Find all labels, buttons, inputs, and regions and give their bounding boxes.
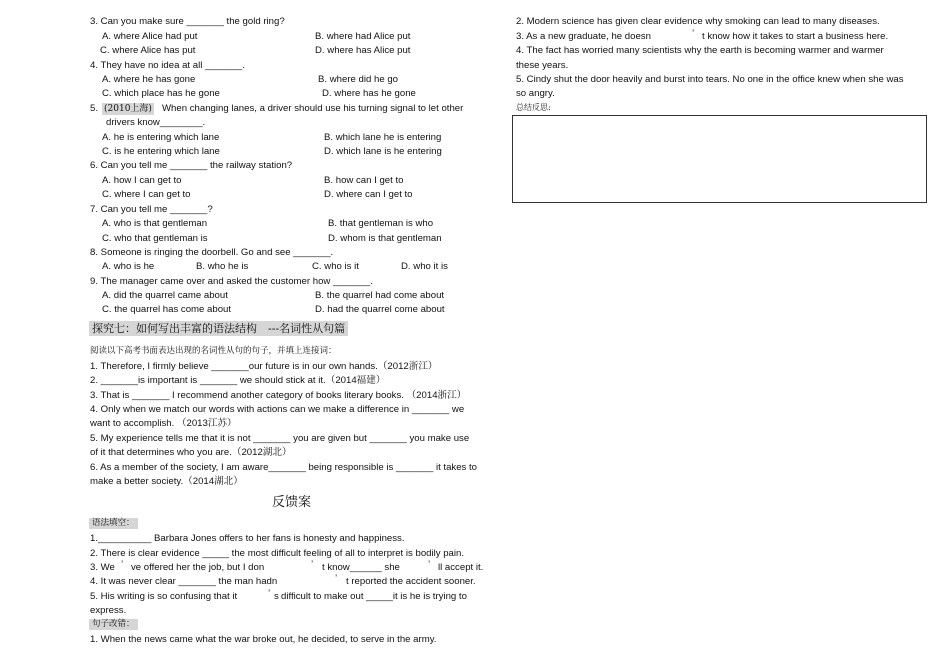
fill-blank-tag: 语法填空：: [89, 518, 138, 529]
section-intro: 阅读以下高考书面表达出现的名词性从句的句子，并填上连接词：: [90, 346, 337, 356]
apostrophe: ’: [268, 588, 271, 599]
section-heading: 探究七：如何写出丰富的语法结构 ---名词性从句篇: [89, 321, 348, 336]
sentence-6-cont: make a better society.（2014湖北）: [90, 476, 243, 487]
q9-option-c: C. the quarrel has come about: [102, 304, 232, 315]
fill-4-part-b: t reported the accident sooner.: [346, 576, 476, 587]
q7-option-d: D. whom is that gentleman: [328, 233, 442, 244]
sentence-4-cont: want to accomplish. （2013江苏）: [90, 418, 237, 429]
sentence-5: 5. My experience tells me that it is not _______ you are given but _______ you make use: [90, 433, 470, 444]
q3-option-d: D. where has Alice put: [315, 45, 411, 56]
q9-option-d: D. had the quarrel come about: [315, 304, 445, 315]
q5-option-d: D. which lane is he entering: [324, 146, 442, 157]
correction-4-cont: these years.: [516, 60, 569, 71]
fill-5-cont: express.: [90, 605, 127, 616]
q8-stem: 8. Someone is ringing the doorbell. Go and see _______.: [90, 247, 334, 258]
q4-option-d: D. where has he gone: [322, 88, 416, 99]
q6-option-d: D. where can I get to: [324, 189, 413, 200]
q7-option-c: C. who that gentleman is: [102, 233, 208, 244]
q9-option-a: A. did the quarrel came about: [102, 290, 228, 301]
fill-3-part-b: ve offered her the job, but I don: [131, 562, 265, 573]
apostrophe: ’: [692, 28, 695, 39]
q4-option-c: C. which place has he gone: [102, 88, 220, 99]
fill-3-part-d: ll accept it.: [438, 562, 484, 573]
q8-option-c: C. who is it: [312, 261, 359, 272]
sentence-5-cont: of it that determines who you are.（2012湖北）: [90, 447, 292, 458]
q7-stem: 7. Can you tell me _______?: [90, 204, 213, 215]
correction-2: 2. Modern science has given clear evidence why smoking can lead to many diseases.: [516, 16, 880, 27]
q7-option-b: B. that gentleman is who: [328, 218, 434, 229]
apostrophe: ’: [335, 573, 338, 584]
q8-option-d: D. who it is: [401, 261, 448, 272]
fill-5-part-a: 5. His writing is so confusing that it: [90, 591, 238, 602]
sentence-4: 4. Only when we match our words with actions can we make a difference in _______ we: [90, 404, 465, 415]
q5-option-c: C. is he entering which lane: [102, 146, 220, 157]
q6-stem: 6. Can you tell me _______ the railway station?: [90, 160, 293, 171]
q5-option-a: A. he is entering which lane: [102, 132, 220, 143]
q8-option-b: B. who he is: [196, 261, 249, 272]
fill-5-part-b: s: [274, 591, 279, 602]
q5-source: (2010上海): [104, 104, 152, 114]
correction-5: 5. Cindy shut the door heavily and burst into tears. No one in the office knew when she was: [516, 74, 904, 85]
sentence-6: 6. As a member of the society, I am aware_______ being responsible is _______ it takes to: [90, 462, 478, 473]
q9-stem: 9. The manager came over and asked the customer how _______.: [90, 276, 374, 287]
correction-5-cont: so angry.: [516, 88, 555, 99]
correction-4: 4. The fact has worried many scientists why the earth is becoming warmer and warmer: [516, 45, 884, 56]
q6-option-a: A. how I can get to: [102, 175, 182, 186]
q4-option-b: B. where did he go: [318, 74, 399, 85]
q6-option-c: C. where I can get to: [102, 189, 191, 200]
correction-3-part-b: t know how it takes to start a business here.: [702, 31, 889, 42]
apostrophe: ’: [311, 559, 314, 570]
summary-label: 总结反思:: [516, 103, 551, 112]
fill-3-part-c: t know______ she: [322, 562, 400, 573]
q5-stem-cont: drivers know________.: [106, 117, 206, 128]
sentence-1: 1. Therefore, I firmly believe _______our future is in our own hands.（2012浙江）: [90, 361, 438, 372]
fill-1: 1.__________ Barbara Jones offers to her fans is honesty and happiness.: [90, 533, 405, 544]
apostrophe: ’: [121, 559, 124, 570]
q6-option-b: B. how can I get to: [324, 175, 404, 186]
q4-stem: 4. They have no idea at all _______.: [90, 60, 246, 71]
q5-stem: When changing lanes, a driver should use his turning signal to let other: [162, 103, 464, 114]
q3-option-b: B. where had Alice put: [315, 31, 411, 42]
q7-option-a: A. who is that gentleman: [102, 218, 208, 229]
feedback-title: 反馈案: [272, 495, 312, 510]
q5-option-b: B. which lane he is entering: [324, 132, 442, 143]
q3-option-c: C. where Alice has put: [100, 45, 196, 56]
q5-number: 5.: [90, 103, 99, 114]
apostrophe: ’: [428, 559, 431, 570]
q3-stem: 3. Can you make sure _______ the gold ring?: [90, 16, 285, 27]
fill-4-part-a: 4. It was never clear _______ the man hadn: [90, 576, 278, 587]
fill-5-part-c: difficult to make out _____it is he is trying to: [281, 591, 467, 602]
correction-1: 1. When the news came what the war broke out, he decided, to serve in the army.: [90, 634, 437, 645]
correction-3-part-a: 3. As a new graduate, he doesn: [516, 31, 651, 42]
q9-option-b: B. the quarrel had come about: [315, 290, 445, 301]
sentence-2: 2. _______is important is _______ we should stick at it.（2014福建）: [90, 375, 386, 386]
correction-tag: 句子改错：: [89, 619, 138, 630]
summary-box[interactable]: [512, 115, 927, 203]
fill-3-part-a: 3. We: [90, 562, 115, 573]
fill-2: 2. There is clear evidence _____ the most difficult feeling of all to interpret is bodily pain.: [90, 548, 465, 559]
q4-option-a: A. where he has gone: [102, 74, 196, 85]
sentence-3: 3. That is _______ I recommend another category of books literary books. （2014浙江）: [90, 390, 467, 401]
q8-option-a: A. who is he: [102, 261, 155, 272]
q3-option-a: A. where Alice had put: [102, 31, 198, 42]
